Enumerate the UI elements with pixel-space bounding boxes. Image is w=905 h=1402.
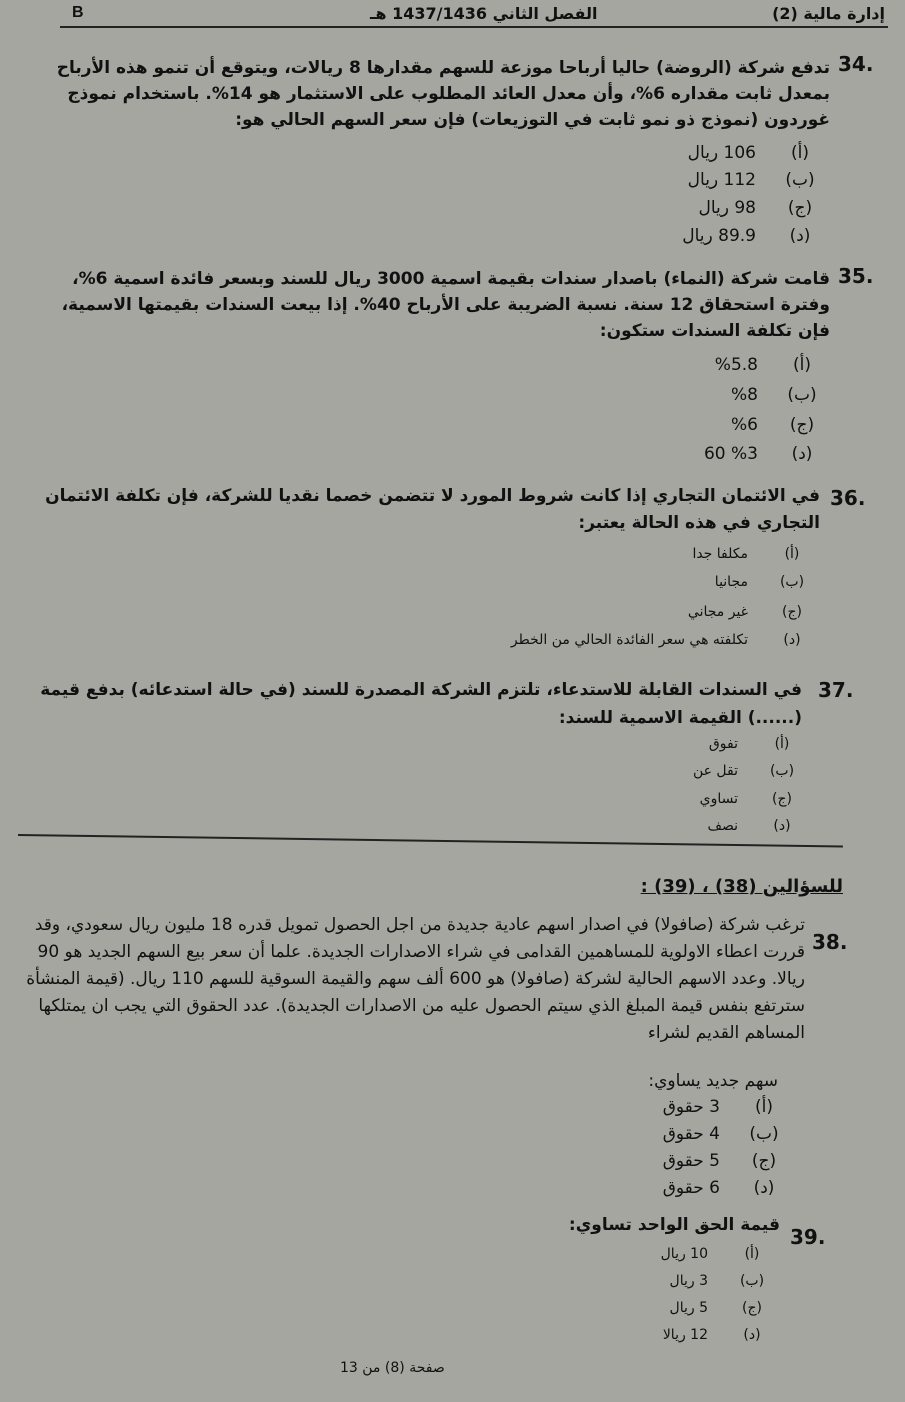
option-text: غير مجاني bbox=[687, 604, 748, 620]
question-36-option-c[interactable] bbox=[380, 604, 810, 630]
question-38-option-b[interactable] bbox=[600, 1124, 782, 1150]
question-35-option-a[interactable] bbox=[630, 355, 820, 381]
option-text: مجانيا bbox=[714, 574, 748, 590]
question-34-text: تدفع شركة (الروضة) حاليا أرباحا موزعة للسهم مقدارها 8 ريالات، ويتوقع أن تنمو هذه الأرباح بمعدل ثابت مقداره 6%، وأن معدل العائد المطلوب على الاستثمار هو 14%. باستخدام نموذج غوردون (نموذج ذو نمو ثابت في التوزيعات) فإن سعر السهم الحالي هو: bbox=[56, 58, 830, 130]
option-label: (أ) bbox=[774, 736, 790, 752]
question-38-tail: سهم جديد يساوي: bbox=[648, 1071, 778, 1091]
question-34-number: 34. bbox=[838, 52, 874, 76]
option-text: 5 حقوق bbox=[662, 1151, 720, 1171]
option-label: (ب) bbox=[739, 1273, 765, 1289]
question-38-option-c[interactable] bbox=[600, 1151, 782, 1177]
question-34-option-c[interactable] bbox=[630, 198, 818, 224]
question-37-option-d[interactable] bbox=[600, 818, 800, 844]
option-text: 4 حقوق bbox=[662, 1124, 720, 1144]
header-rule bbox=[60, 26, 888, 28]
option-label: (د) bbox=[789, 226, 811, 246]
question-38-option-d[interactable] bbox=[600, 1178, 782, 1204]
question-37-option-a[interactable] bbox=[600, 736, 800, 762]
question-38-option-a[interactable] bbox=[600, 1097, 782, 1123]
question-36-option-a[interactable] bbox=[380, 546, 810, 572]
question-36-text: في الائتمان التجاري إذا كانت شروط المورد لا تتضمن خصما نقديا للشركة، فإن تكلفة الائتمان التجاري في هذه الحالة يعتبر: bbox=[45, 486, 820, 533]
question-36-number: 36. bbox=[830, 486, 866, 510]
question-35-text: قامت شركة (النماء) باصدار سندات بقيمة اسمية 3000 ريال للسند وبسعر فائدة اسمية 6%، وفترة استحقاق 12 سنة. نسبة الضريبة على الأرباح 40%. إذا بيعت السندات بقيمتها الاسمية، فإن تكلفة السندات ستكون: bbox=[61, 269, 830, 341]
question-39-number: 39. bbox=[790, 1225, 826, 1249]
option-label: (ب) bbox=[785, 170, 815, 190]
question-37-number: 37. bbox=[818, 678, 854, 702]
option-text: 12 ريالا bbox=[662, 1327, 708, 1343]
question-38-text: ترغب شركة (صافولا) في اصدار اسهم عادية جديدة من اجل الحصول تمويل قدره 18 مليون ريال سعودي، وقد قررت اعطاء الاولوية للمساهمين القدامى في شراء الاصدارات الجديدة. علما أن سعر بيع السهم الجديد هو 90 ريالا. وعدد الاسهم الحالية لشركة (صافولا) هو 600 ألف سهم والقيمة السوقية للسهم 110 ريال. (قيمة المنشأة سترتفع بنفس قيمة المبلغ الذي سيتم الحصول عليه من الاصدارات الجديدة). عدد الحقوق التي يجب ان يمتلكها المساهم القديم لشراء bbox=[26, 915, 805, 1043]
option-label: (د) bbox=[773, 818, 791, 834]
option-text: 106 ريال bbox=[687, 143, 756, 163]
question-39-option-a[interactable] bbox=[590, 1246, 770, 1272]
question-36-option-b[interactable] bbox=[380, 574, 810, 600]
course-title: إدارة مالية (2) bbox=[772, 4, 885, 23]
option-label: (ب) bbox=[749, 1124, 779, 1144]
question-37-text: في السندات القابلة للاستدعاء، تلتزم الشركة المصدرة للسند (في حالة استدعائه) بدفع قيمة (......) القيمة الاسمية للسند: bbox=[40, 680, 802, 728]
option-label: (ج) bbox=[751, 1151, 777, 1171]
option-text: تفوق bbox=[708, 736, 738, 752]
option-label: (أ) bbox=[784, 546, 800, 562]
option-text: %8 bbox=[731, 385, 758, 405]
option-text: 98 ريال bbox=[698, 198, 756, 218]
option-text: 3 حقوق bbox=[662, 1097, 720, 1117]
option-text: 6 حقوق bbox=[662, 1178, 720, 1198]
option-label: (أ) bbox=[791, 143, 809, 163]
model-label: B bbox=[72, 4, 84, 21]
option-label: (ب) bbox=[769, 763, 795, 779]
option-label: (ب) bbox=[779, 574, 805, 590]
option-label: (د) bbox=[783, 632, 801, 648]
option-label: (د) bbox=[791, 444, 813, 464]
option-label: (أ) bbox=[755, 1097, 773, 1117]
option-label: (ج) bbox=[782, 604, 802, 620]
option-text: %5.8 bbox=[714, 355, 758, 375]
question-39-option-b[interactable] bbox=[590, 1273, 770, 1299]
option-label: (ج) bbox=[789, 415, 815, 435]
option-label: (د) bbox=[743, 1327, 761, 1343]
option-label: (ب) bbox=[787, 385, 817, 405]
question-35-option-d[interactable] bbox=[630, 444, 820, 470]
question-34-option-b[interactable] bbox=[630, 170, 818, 196]
option-text: تساوي bbox=[699, 791, 738, 807]
option-text: تكلفته هي سعر الفائدة الحالي من الخطر bbox=[510, 632, 748, 648]
question-36-option-d[interactable] bbox=[380, 632, 810, 658]
option-label: (أ) bbox=[793, 355, 811, 375]
question-39-text: قيمة الحق الواحد تساوي: bbox=[568, 1215, 780, 1235]
option-text: 3 ريال bbox=[669, 1273, 708, 1289]
option-text: مكلفا جدا bbox=[692, 546, 748, 562]
question-38-number: 38. bbox=[812, 930, 848, 954]
question-35-option-c[interactable] bbox=[630, 415, 820, 441]
page-number: صفحة (8) من 13 bbox=[340, 1360, 445, 1376]
option-label: (ج) bbox=[787, 198, 813, 218]
option-text: 89.9 ريال bbox=[682, 226, 756, 246]
option-label: (أ) bbox=[744, 1246, 760, 1262]
option-text: %3 60 bbox=[703, 444, 758, 464]
question-35-number: 35. bbox=[838, 264, 874, 288]
term-label: الفصل الثاني 1437/1436 هـ bbox=[370, 4, 598, 23]
question-35-option-b[interactable] bbox=[630, 385, 820, 411]
option-text: نصف bbox=[707, 818, 738, 834]
question-34-option-a[interactable] bbox=[630, 143, 818, 169]
question-37-option-c[interactable] bbox=[600, 791, 800, 817]
question-39-option-d[interactable] bbox=[590, 1327, 770, 1353]
option-label: (ج) bbox=[772, 791, 792, 807]
option-text: 10 ريال bbox=[660, 1246, 708, 1262]
question-34-option-d[interactable] bbox=[630, 226, 818, 252]
option-text: 5 ريال bbox=[669, 1300, 708, 1316]
question-39-option-c[interactable] bbox=[590, 1300, 770, 1326]
option-label: (ج) bbox=[742, 1300, 762, 1316]
option-label: (د) bbox=[753, 1178, 775, 1198]
option-text: %6 bbox=[731, 415, 758, 435]
option-text: تقل عن bbox=[692, 763, 738, 779]
question-37-option-b[interactable] bbox=[600, 763, 800, 789]
option-text: 112 ريال bbox=[687, 170, 756, 190]
section-title: للسؤالين (38) ، (39) : bbox=[640, 876, 843, 897]
